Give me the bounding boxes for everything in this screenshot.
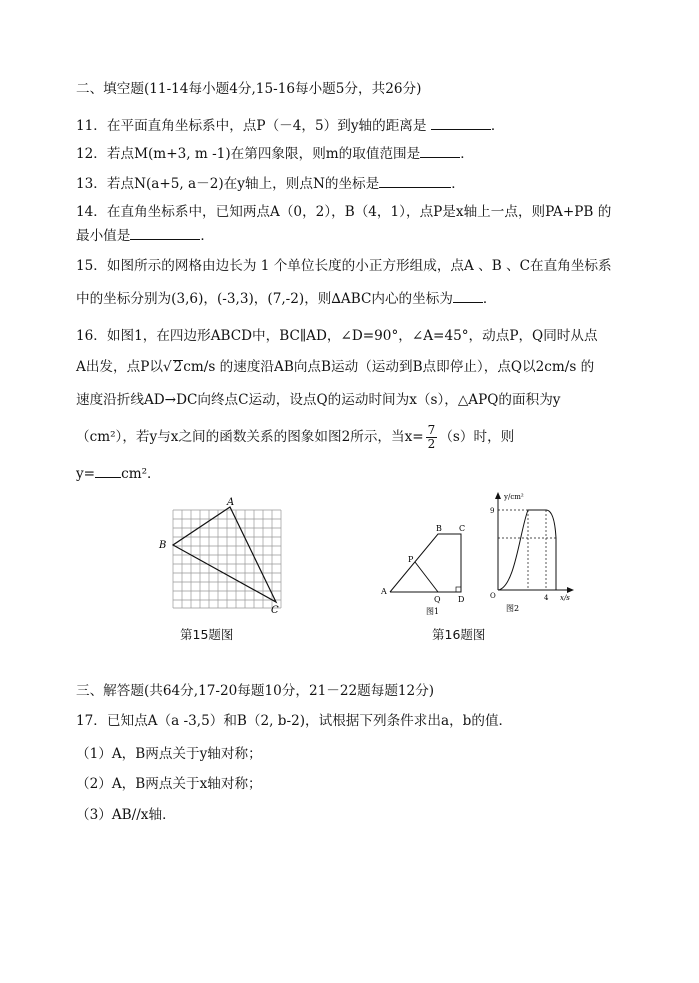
fig2-caption: 图2 <box>506 604 520 613</box>
label-c: C <box>271 605 279 616</box>
section2-heading: 二、填空题(11-14每小题4分,15-16每小题5分，共26分) <box>76 81 422 97</box>
question-13: 13．若点N(a+5, a－2)在y轴上，则点N的坐标是 ． <box>76 176 465 192</box>
answer-blank[interactable] <box>453 289 483 303</box>
grid-lines <box>173 510 281 608</box>
label-a: A <box>227 497 235 508</box>
answer-blank[interactable] <box>130 226 200 240</box>
answer-blank[interactable] <box>379 174 451 188</box>
x-axis-label: x/s <box>560 594 570 602</box>
right-angle-mark <box>456 587 461 592</box>
question-17-stem: 17．已知点A（a -3,5）和B（2, b-2)，试根据下列条件求出a，b的值． <box>76 713 513 729</box>
question-16-line1: 16．如图1，在四边形ABCD中，BC∥AD，∠D=90°，∠A=45°，动点P，Q同时从点 <box>76 328 598 344</box>
fig1-caption: 图1 <box>426 607 440 616</box>
question-14-line1: 14．在直角坐标系中，已知两点A（0，2），B（4，1），点P是x轴上一点，则PA+PB 的 <box>76 204 612 220</box>
question-11: 11．在平面直角坐标系中，点P（－4，5）到y轴的距离是 ． <box>76 118 505 134</box>
answer-blank[interactable] <box>420 144 460 158</box>
graph-curve <box>498 510 556 590</box>
answer-blank[interactable] <box>431 116 491 130</box>
question-17-item-3: （3）AB//x轴． <box>76 807 176 823</box>
question-16-line2: A出发，点P以√ 2cm/s 的速度沿AB向点B运动（运动到B点即停止），点Q以2cm/s 的 <box>76 359 595 375</box>
y-axis-arrow <box>495 492 501 499</box>
trapezoid-abcd <box>390 534 461 592</box>
question-15-line1: 15．如图所示的网格由边长为 1 个单位长度的小正方形组成，点A 、B 、C在直角坐标系 <box>76 258 612 274</box>
question-17-item-2: （2）A，B两点关于x轴对称； <box>76 776 262 792</box>
question-16-line3: 速度沿折线AD→DC向终点C运动，设点Q的运动时间为x（s），△APQ的面积为y <box>76 392 561 408</box>
question-17-item-1: （1）A，B两点关于y轴对称； <box>76 746 262 762</box>
label-a: A <box>381 587 387 596</box>
origin-label: O <box>490 592 496 600</box>
label-c: C <box>459 524 466 533</box>
figure-15-grid <box>155 495 295 620</box>
figure-16-caption: 第16题图 <box>432 627 486 642</box>
question-16-line5: y= cm²． <box>76 466 161 482</box>
question-15-line2: 中的坐标分别为(3,6)，(-3,3)，(7,-2)，则∆ABC内心的坐标为 ． <box>76 291 497 307</box>
triangle-abc <box>173 507 276 602</box>
y-axis-label: y/cm² <box>504 493 524 501</box>
label-b: B <box>159 540 167 551</box>
question-16-line4: （cm²），若y与x之间的函数关系的图象如图2所示，当x= $\frac{7}{2}$ （s）时，则 <box>76 423 515 451</box>
y-tick-9: 9 <box>490 507 495 515</box>
label-p: P <box>408 555 414 564</box>
label-d: D <box>458 595 465 604</box>
question-12: 12．若点M(m+3, m -1)在第四象限，则m的取值范围是 ． <box>76 146 474 162</box>
x-tick-4: 4 <box>544 594 549 602</box>
label-b: B <box>436 524 442 533</box>
figure-16-fig2 <box>480 490 575 620</box>
figure-15-caption: 第15题图 <box>180 627 234 642</box>
section3-heading: 三、解答题(共64分,17-20每题10分，21－22题每题12分) <box>76 683 435 699</box>
label-q: Q <box>434 595 441 604</box>
fraction: $\frac{7}{2}$ <box>427 423 436 451</box>
answer-blank[interactable] <box>95 464 121 478</box>
question-14-line2: 最小值是 ． <box>76 228 214 244</box>
figure-16-fig1 <box>378 520 473 620</box>
segment-pq <box>415 562 438 592</box>
x-axis-arrow <box>567 587 574 593</box>
